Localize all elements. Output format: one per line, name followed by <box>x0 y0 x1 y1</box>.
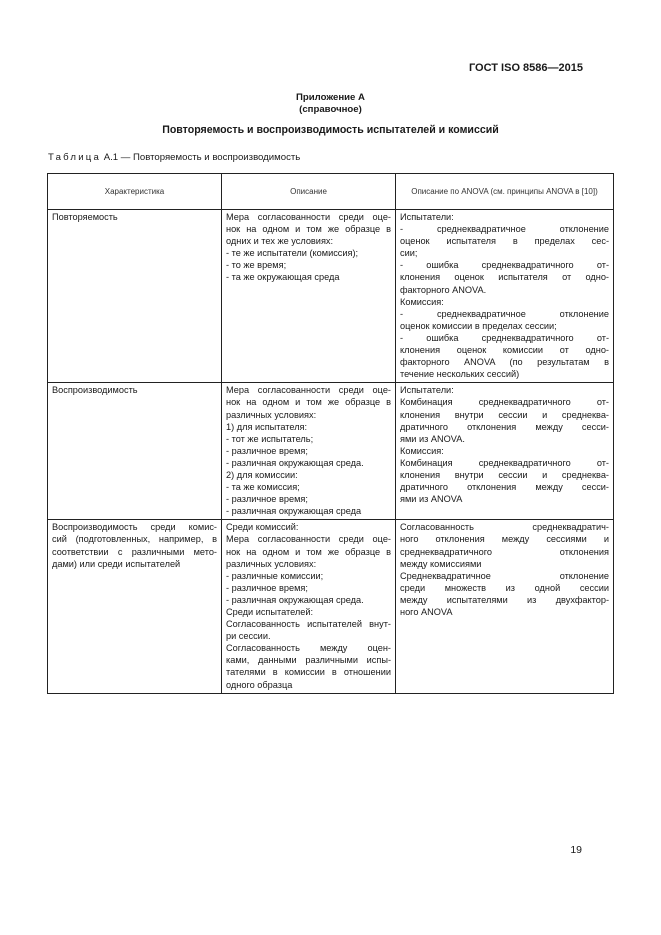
cell-line: - среднеквадратичное отклонение <box>400 224 609 235</box>
cell-line: оценок комиссии в пределах сессии; <box>400 320 557 331</box>
cell-line: нок на одном и том же образце в <box>226 397 391 408</box>
cell-line: ри сессии. <box>226 631 271 642</box>
cell-line: сий (подготовленных, например, в <box>52 534 217 545</box>
table-caption-text: А.1 — Повторяемость и воспроизводимость <box>103 152 301 163</box>
table-row <box>48 210 614 383</box>
cell-line: Повторяемость <box>52 212 118 222</box>
cell-line: ями из ANOVA <box>400 494 463 505</box>
cell-line: Комбинация среднеквадратичного от- <box>400 457 609 468</box>
cell-line: - различное время; <box>226 445 308 456</box>
appendix-title: Приложение А <box>296 92 365 103</box>
cell-line: между комиссиями <box>400 558 482 569</box>
cell-line: - те же испытатели (комиссия); <box>226 248 359 259</box>
cell-line: дами) или среди испытателей <box>52 558 181 569</box>
cell-line: - то же время; <box>226 260 287 271</box>
cell-line: Комиссия: <box>400 445 444 456</box>
data-table <box>47 173 614 694</box>
cell-line: Воспроизводимость <box>52 385 138 396</box>
cell-line: - среднеквадратичное отклонение <box>400 308 609 319</box>
standard-number: ГОСТ ISO 8586—2015 <box>468 62 583 74</box>
cell-line: клонения внутри сессии и среднеква- <box>400 469 609 480</box>
cell-line: течение нескольких сессий) <box>400 369 520 380</box>
cell-line: Испытатели: <box>400 212 454 222</box>
cell-line: 1) для испытателя: <box>226 421 308 432</box>
section-title: Повторяемость и воспроизводимость испытателей и комиссий <box>162 124 499 136</box>
cell-line: нок на одном и том же образце в <box>226 546 391 557</box>
header-anova: Описание по ANOVA (см. принципы ANOVA в [10]) <box>396 174 614 210</box>
header-characteristic: Характеристика <box>48 174 222 210</box>
cell-line: дратичного отклонения между сесси- <box>400 482 609 493</box>
cell-line: Среди испытателей: <box>226 607 314 617</box>
appendix-heading <box>0 92 661 116</box>
cell-characteristic <box>48 383 222 520</box>
cell-anova <box>396 210 614 383</box>
cell-characteristic <box>48 520 222 693</box>
page-number: 19 <box>570 844 582 856</box>
cell-line: - различное время; <box>226 582 308 593</box>
cell-line: различных условиях: <box>226 409 317 420</box>
cell-anova <box>396 520 614 693</box>
cell-line: Мера согласованности среди оце- <box>226 534 391 545</box>
cell-line: - ошибка среднеквадратичного от- <box>400 332 609 343</box>
cell-line: Мера согласованности среди оце- <box>226 212 391 222</box>
cell-description <box>222 210 396 383</box>
cell-line: факторного ANOVA. <box>400 284 487 295</box>
cell-line: тателями в комиссии в отношении <box>226 667 391 678</box>
cell-line: соответствии с различными мето- <box>52 546 217 557</box>
cell-line: ями из ANOVA. <box>400 433 465 444</box>
cell-line: - тот же испытатель; <box>226 433 314 444</box>
cell-line: клонения оценок комиссии от одно- <box>400 345 609 356</box>
cell-line: ного отклонения между сессиями и <box>400 534 609 545</box>
cell-characteristic <box>48 210 222 383</box>
table-row <box>48 520 614 693</box>
cell-line: одного образца <box>226 679 293 690</box>
cell-description <box>222 520 396 693</box>
cell-line: Среднеквадратичное отклонение <box>400 570 609 581</box>
cell-line: Воспроизводимость среди комис- <box>52 522 217 533</box>
cell-line: Испытатели: <box>400 385 454 396</box>
cell-line: между испытателями из двухфактор- <box>400 594 609 605</box>
cell-line: Среди комиссий: <box>226 522 299 533</box>
cell-line: Согласованность испытателей внут- <box>226 619 391 630</box>
cell-line: Комиссия: <box>400 296 444 307</box>
cell-line: - различные комиссии; <box>226 570 324 581</box>
cell-line: клонения оценок испытателя от одно- <box>400 272 609 283</box>
cell-line: ками, данными различными испы- <box>226 655 391 666</box>
cell-anova <box>396 383 614 520</box>
cell-line: дратичного отклонения между сесси- <box>400 421 609 432</box>
cell-line: Мера согласованности среди оце- <box>226 385 391 396</box>
table-caption-label: Таблица <box>48 152 102 163</box>
cell-line: - различная окружающая среда. <box>226 594 364 605</box>
cell-line: ного ANOVA <box>400 607 453 617</box>
cell-line: нок на одном и том же образце в <box>226 224 391 235</box>
cell-line: клонения внутри сессии и среднеква- <box>400 409 609 420</box>
appendix-note: (справочное) <box>299 104 362 115</box>
cell-line: - та же окружающая среда <box>226 272 340 283</box>
header-description: Описание <box>222 174 396 210</box>
cell-line: - та же комиссия; <box>226 482 300 493</box>
cell-line: Согласованность среднеквадратич- <box>400 522 609 533</box>
cell-line: сии; <box>400 248 418 259</box>
cell-line: различных условиях: <box>226 558 317 569</box>
cell-line: - различное время; <box>226 494 308 505</box>
cell-line: - различная окружающая среда <box>226 506 362 517</box>
table-caption <box>48 152 300 163</box>
cell-line: оценок испытателя в пределах сес- <box>400 236 609 247</box>
cell-line: Комбинация среднеквадратичного от- <box>400 397 609 408</box>
cell-line: Согласованность между оцен- <box>226 643 391 654</box>
cell-line: факторного ANOVA (по результатам в <box>400 357 609 368</box>
cell-line: - различная окружающая среда. <box>226 457 364 468</box>
cell-line: среди множеств из одной сессии <box>400 582 609 593</box>
cell-line: одних и тех же условиях: <box>226 236 334 247</box>
table-row <box>48 383 614 520</box>
cell-line: - ошибка среднеквадратичного от- <box>400 260 609 271</box>
table-header-row <box>48 174 614 210</box>
cell-line: среднеквадратичного отклонения <box>400 546 609 557</box>
cell-description <box>222 383 396 520</box>
cell-line: 2) для комиссии: <box>226 469 298 480</box>
